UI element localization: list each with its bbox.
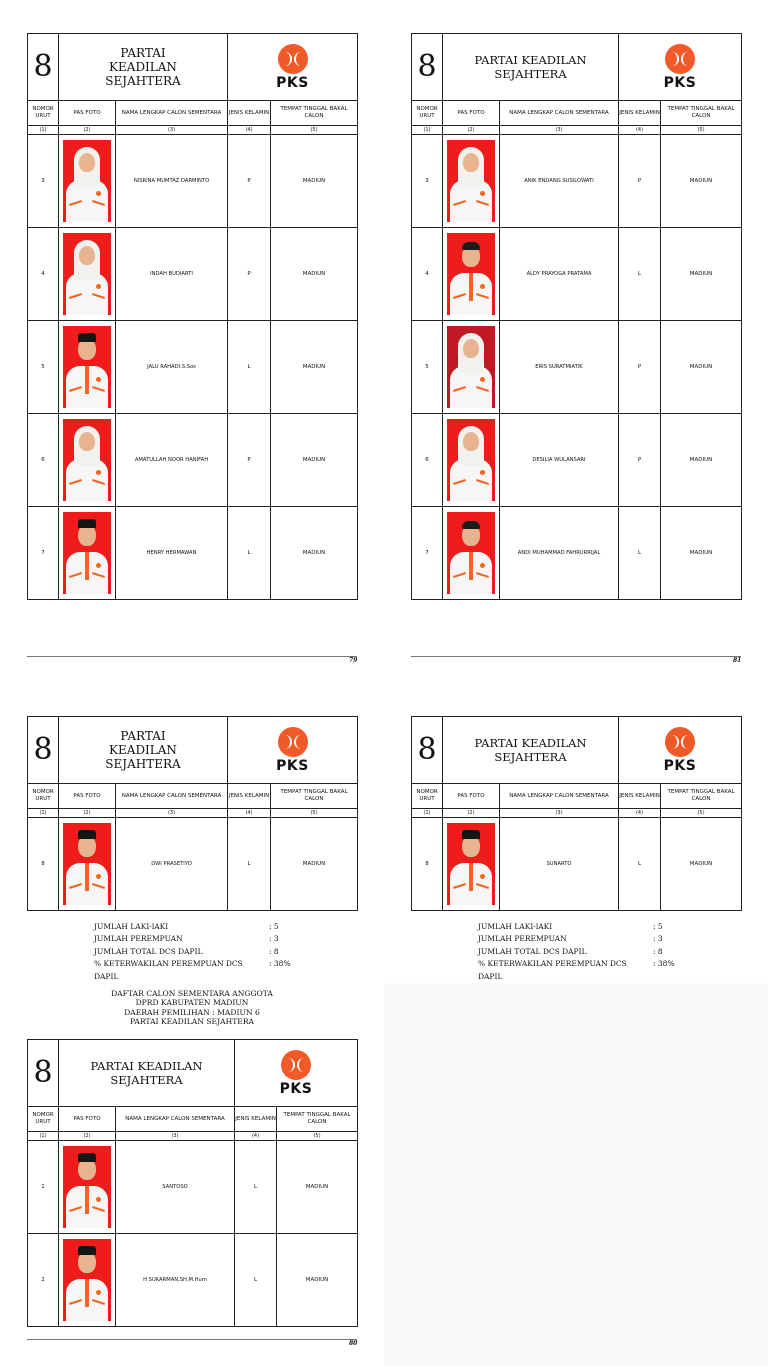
candidate-row [412,135,742,228]
candidate-sex: L [235,1141,277,1234]
candidate-sex: P [228,414,271,507]
summary-left [94,921,291,983]
col-number: (4) [228,126,271,135]
party-logo: PKS [228,34,358,101]
col-number: (3) [500,809,619,818]
candidate-name: DWI PRASETIYO [116,818,228,911]
header-pas-foto: PAS FOTO [59,784,116,809]
summary-label: JUMLAH TOTAL DCS DAPIL [478,946,587,956]
candidate-photo [59,228,116,321]
candidate-number: 6 [412,414,443,507]
pks-logo-icon [281,1050,311,1080]
summary-value: : 5 [269,922,279,931]
candidate-city: MADIUN [661,414,742,507]
col-number: (5) [277,1132,358,1141]
col-number: (2) [443,126,500,135]
party-number: 8 [412,717,443,784]
candidate-sex: P [619,135,661,228]
candidate-number: 4 [412,228,443,321]
list-title-line: PARTAI KEADILAN SEJAHTERA [129,1017,255,1027]
candidate-sex: L [228,507,271,600]
page-footer-line [27,1339,357,1340]
summary-value: : 3 [653,934,663,944]
party-logo: PKS [228,717,358,784]
candidate-city: MADIUN [277,1141,358,1234]
candidate-photo [59,1234,116,1327]
candidate-photo [443,135,500,228]
candidate-city: MADIUN [271,135,358,228]
candidate-name: SUNARTO [500,818,619,911]
candidate-name: AMATULLAH NOOR HANIFAH [116,414,228,507]
candidate-number: 4 [28,228,59,321]
col-number: (4) [228,809,271,818]
summary-value: : 38% [269,959,291,969]
candidate-number: 2 [28,1234,59,1327]
header-jenis-kelamin: JENIS KELAMIN [235,1107,277,1132]
col-number: (1) [28,126,59,135]
candidate-name: ANIK ENDANG SUSILOWATI [500,135,619,228]
header-tempat-tinggal: TEMPAT TINGGAL BAKAL CALON [271,784,358,809]
col-number: (1) [412,126,443,135]
page-number: 80 [349,1340,358,1347]
dcs-table-page-81 [411,33,742,600]
candidate-photo [443,507,500,600]
summary-label: JUMLAH LAKI-lAKI [478,922,553,931]
col-number: (3) [116,1132,235,1141]
candidate-photo [59,1141,116,1234]
party-number: 8 [28,1040,59,1107]
summary-label: JUMLAH LAKI-lAKI [94,922,169,931]
summary-value: : 38% [653,959,675,969]
candidate-number: 1 [28,1141,59,1234]
candidate-number: 7 [412,507,443,600]
party-name: PARTAI KEADILAN SEJAHTERA [443,717,619,784]
candidate-sex: L [619,507,661,600]
party-name: PARTAI KEADILAN SEJAHTERA [443,34,619,101]
dcs-table-middle-right [411,716,742,911]
pks-logo-icon [665,727,695,757]
candidate-city: MADIUN [661,818,742,911]
candidate-row [412,507,742,600]
summary-label: JUMLAH PEREMPUAN [478,934,567,944]
candidate-city: MADIUN [661,507,742,600]
header-pas-foto: PAS FOTO [59,101,116,126]
header-nama: NAMA LENGKAP CALON SEMENTARA [116,101,228,126]
col-number: (1) [28,809,59,818]
candidate-name: H SUKARMAN,SH.M.Hum [116,1234,235,1327]
candidate-row [412,228,742,321]
candidate-photo [59,321,116,414]
page-footer-line [27,656,357,657]
col-number: (5) [271,126,358,135]
candidate-photo [443,414,500,507]
candidate-number: 5 [28,321,59,414]
list-title-line: DAERAH PEMILIHAN : MADIUN 6 [124,1007,260,1017]
page-number: 79 [349,657,358,664]
header-nomor-urut: NOMOR URUT [412,101,443,126]
candidate-row [28,321,358,414]
page-number: 81 [733,657,742,664]
candidate-city: MADIUN [271,228,358,321]
candidate-sex: L [228,321,271,414]
candidate-photo [443,321,500,414]
candidate-sex: L [619,228,661,321]
party-logo: PKS [235,1040,358,1107]
party-number: 8 [412,34,443,101]
list-title-line: DAFTAR CALON SEMENTARA ANGGOTA [111,989,273,998]
candidate-sex: P [228,135,271,228]
col-number: (2) [59,1132,116,1141]
candidate-name: ANDI MUHAMMAD FAHRURRIJAL [500,507,619,600]
header-nama: NAMA LENGKAP CALON SEMENTARA [116,784,228,809]
candidate-name: NISRINA MUMTAZ DARMINTO [116,135,228,228]
summary-right [478,921,675,983]
candidate-number: 5 [412,321,443,414]
candidate-name: HENRY HERMAWAN [116,507,228,600]
header-nomor-urut: NOMOR URUT [28,784,59,809]
candidate-number: 3 [412,135,443,228]
col-number: (4) [235,1132,277,1141]
summary-label: % KETERWAKILAN PEREMPUAN DCS DAPIL [478,959,627,981]
pks-logo-icon [278,44,308,74]
dcs-table-page-80 [27,1039,358,1327]
candidate-sex: L [619,818,661,911]
dcs-table-middle-left [27,716,358,911]
candidate-photo [59,414,116,507]
header-nama: NAMA LENGKAP CALON SEMENTARA [116,1107,235,1132]
col-number: (4) [619,809,661,818]
col-number: (5) [661,809,742,818]
candidate-city: MADIUN [271,414,358,507]
candidate-city: MADIUN [271,507,358,600]
candidate-sex: P [619,414,661,507]
candidate-row [28,135,358,228]
candidate-name: SANTOSO [116,1141,235,1234]
col-number: (5) [661,126,742,135]
candidate-photo [443,228,500,321]
candidate-number: 8 [412,818,443,911]
candidate-sex: L [235,1234,277,1327]
header-jenis-kelamin: JENIS KELAMIN [619,101,661,126]
page-footer-line [411,656,741,657]
col-number: (1) [412,809,443,818]
candidate-city: MADIUN [277,1234,358,1327]
candidate-name: JALU RAHADI.S.Sos [116,321,228,414]
candidate-row [412,414,742,507]
list-title-block [27,989,357,1027]
header-jenis-kelamin: JENIS KELAMIN [228,101,271,126]
candidate-number: 3 [28,135,59,228]
col-number: (2) [59,126,116,135]
candidate-number: 8 [28,818,59,911]
col-number: (3) [116,126,228,135]
party-name: PARTAI KEADILAN SEJAHTERA [59,717,228,784]
header-nama: NAMA LENGKAP CALON SEMENTARA [500,101,619,126]
header-jenis-kelamin: JENIS KELAMIN [619,784,661,809]
candidate-photo [59,135,116,228]
blank-gray-area [384,983,768,1366]
list-title-line: DPRD KABUPATEN MADIUN [135,998,249,1008]
summary-value: : 3 [269,934,279,944]
header-tempat-tinggal: TEMPAT TINGGAL BAKAL CALON [277,1107,358,1132]
summary-value: : 5 [653,922,663,931]
header-nomor-urut: NOMOR URUT [28,1107,59,1132]
header-nomor-urut: NOMOR URUT [28,101,59,126]
candidate-row [412,321,742,414]
pks-logo-icon [278,727,308,757]
col-number: (2) [59,809,116,818]
header-pas-foto: PAS FOTO [59,1107,116,1132]
col-number: (3) [500,126,619,135]
party-number: 8 [28,34,59,101]
pks-logo-icon [665,44,695,74]
candidate-city: MADIUN [271,818,358,911]
candidate-name: INDAH BUDIARTI [116,228,228,321]
candidate-row [412,818,742,911]
candidate-row [28,414,358,507]
header-nomor-urut: NOMOR URUT [412,784,443,809]
candidate-name: ALDY PRAYOGA PRATAMA [500,228,619,321]
header-tempat-tinggal: TEMPAT TINGGAL BAKAL CALON [661,101,742,126]
party-number: 8 [28,717,59,784]
candidate-name: DESILIA WULANSARI [500,414,619,507]
header-pas-foto: PAS FOTO [443,784,500,809]
summary-value: : 8 [269,946,279,956]
candidate-sex: L [228,818,271,911]
candidate-photo [59,818,116,911]
candidate-city: MADIUN [661,135,742,228]
party-logo: PKS [619,717,742,784]
candidate-row [28,507,358,600]
summary-label: JUMLAH TOTAL DCS DAPIL [94,946,203,956]
party-logo: PKS [619,34,742,101]
candidate-city: MADIUN [661,321,742,414]
candidate-city: MADIUN [271,321,358,414]
col-number: (1) [28,1132,59,1141]
candidate-row [28,1234,358,1327]
header-jenis-kelamin: JENIS KELAMIN [228,784,271,809]
col-number: (2) [443,809,500,818]
header-pas-foto: PAS FOTO [443,101,500,126]
dcs-table-page-79 [27,33,358,600]
candidate-row [28,228,358,321]
candidate-sex: P [619,321,661,414]
header-tempat-tinggal: TEMPAT TINGGAL BAKAL CALON [271,101,358,126]
party-name: PARTAI KEADILAN SEJAHTERA [59,34,228,101]
candidate-row [28,818,358,911]
candidate-photo [59,507,116,600]
col-number: (5) [271,809,358,818]
candidate-number: 6 [28,414,59,507]
candidate-city: MADIUN [661,228,742,321]
col-number: (3) [116,809,228,818]
summary-label: % KETERWAKILAN PEREMPUAN DCS DAPIL [94,959,243,981]
candidate-photo [443,818,500,911]
header-tempat-tinggal: TEMPAT TINGGAL BAKAL CALON [661,784,742,809]
candidate-sex: P [228,228,271,321]
header-nama: NAMA LENGKAP CALON SEMENTARA [500,784,619,809]
party-name: PARTAI KEADILAN SEJAHTERA [59,1040,235,1107]
summary-value: : 8 [653,946,663,956]
candidate-name: ERIS SURATMIATIK [500,321,619,414]
summary-label: JUMLAH PEREMPUAN [94,934,183,944]
candidate-number: 7 [28,507,59,600]
candidate-row [28,1141,358,1234]
col-number: (4) [619,126,661,135]
